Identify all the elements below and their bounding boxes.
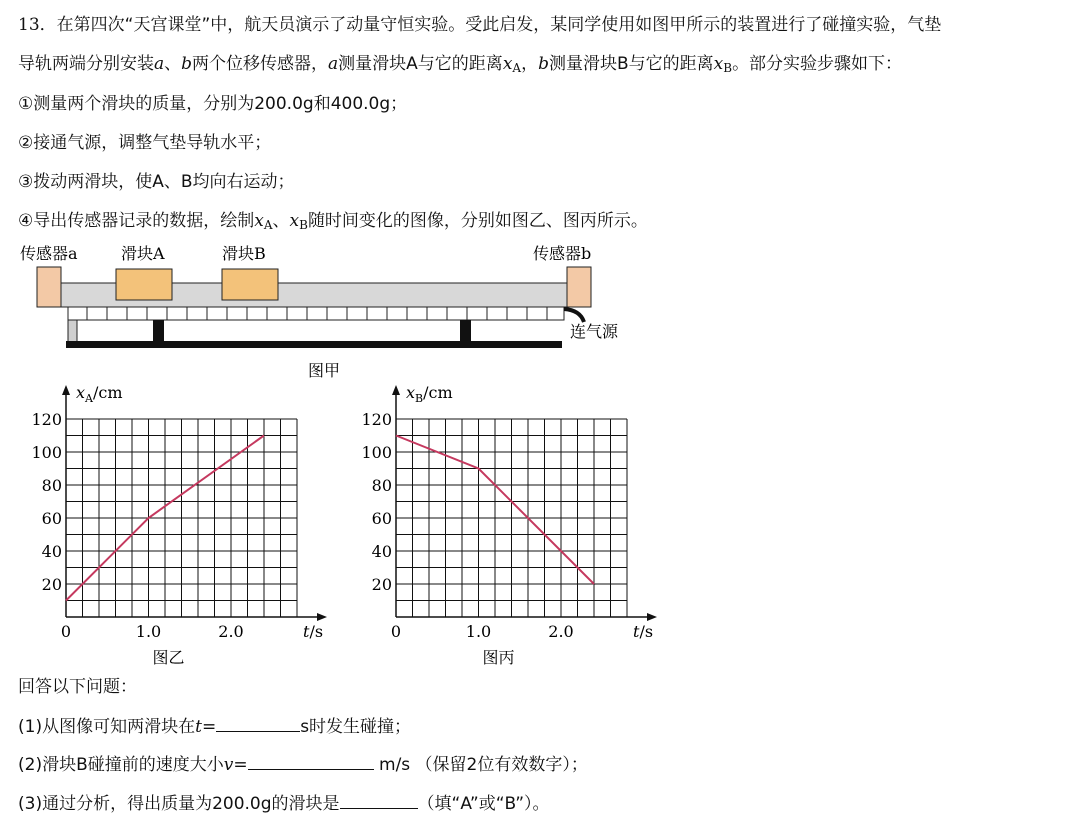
y-tick-label: 40 xyxy=(371,542,392,561)
x-tick-label: 1.0 xyxy=(465,622,492,641)
air-hose xyxy=(564,309,584,322)
apparatus-diagram xyxy=(0,238,660,383)
y-axis-label: $x_A/cm$ xyxy=(76,383,123,405)
intro-line-1 xyxy=(18,14,941,36)
x-axis-label: t/s xyxy=(303,622,324,641)
support-leg xyxy=(68,320,77,342)
step4-sub-b: B xyxy=(299,218,308,232)
question-2 xyxy=(18,753,588,776)
x-axis-arrow-icon xyxy=(317,613,327,621)
q2-equals: = xyxy=(233,755,248,775)
x-tick-label: 2.0 xyxy=(548,622,574,641)
step4-var-xb: x xyxy=(289,211,300,231)
question-number: 13． xyxy=(18,15,57,35)
y-tick-label: 120 xyxy=(31,410,62,429)
y-tick-label: 60 xyxy=(371,509,392,528)
figure-jia-caption: 图甲 xyxy=(308,361,341,380)
intro-line-2 xyxy=(18,53,902,79)
intro-text-2b: 两个位移传感器， xyxy=(192,54,329,74)
var-a: a xyxy=(154,54,165,74)
y-tick-label: 60 xyxy=(41,509,62,528)
x-axis-label: t/s xyxy=(633,622,654,641)
q3-text-b: （填“A”或“B”）。 xyxy=(417,794,550,814)
intro-text-2a: 导轨两端分别安装 xyxy=(18,54,154,74)
step4-text-b: 、 xyxy=(272,211,290,231)
var-b-2: b xyxy=(538,54,549,74)
q1-var-t: t xyxy=(195,717,202,737)
var-b: b xyxy=(181,54,193,74)
y-tick-label: 80 xyxy=(371,476,392,495)
graph-yi xyxy=(0,375,330,675)
question-1 xyxy=(18,715,411,738)
intro-text-2d: ， xyxy=(521,54,539,74)
stand-base xyxy=(66,341,562,348)
x-tick-label: 2.0 xyxy=(218,622,244,641)
sep: 、 xyxy=(164,54,182,74)
q2-text-c: m/s （保留2位有效数字）； xyxy=(373,755,588,775)
q2-var-v: v xyxy=(223,755,234,775)
step-2: ②接通气源，调整气垫导轨水平； xyxy=(18,133,272,153)
x-tick-label: 1.0 xyxy=(135,622,162,641)
q3-answer-blank[interactable] xyxy=(340,792,418,809)
chart-grid xyxy=(66,419,297,617)
step4-text-c: 随时间变化的图像，分别如图乙、图丙所示。 xyxy=(307,211,648,231)
y-tick-label: 100 xyxy=(31,443,62,462)
y-tick-label: 20 xyxy=(41,575,62,594)
var-xa: x xyxy=(502,54,513,74)
y-axis-arrow-icon xyxy=(392,385,400,395)
stand-post-right xyxy=(460,320,471,341)
slider-a-block xyxy=(116,269,172,300)
figure-caption: 图丙 xyxy=(482,648,515,667)
y-axis-label: $x_B/cm$ xyxy=(406,383,453,405)
q1-text-c: s时发生碰撞； xyxy=(300,717,412,737)
air-holes-strip xyxy=(68,307,564,320)
var-a-2: a xyxy=(328,54,339,74)
y-tick-label: 100 xyxy=(361,443,392,462)
question-3 xyxy=(18,792,550,815)
slider-a-label: 滑块A xyxy=(121,244,165,263)
figure-caption: 图乙 xyxy=(152,648,185,667)
step4-var-xa: x xyxy=(254,211,264,231)
intro-text-2e: 测量滑块B与它的距离 xyxy=(548,54,714,74)
y-tick-label: 80 xyxy=(41,476,62,495)
air-source-label: 连气源 xyxy=(570,322,619,341)
intro-text-2f: 。部分实验步骤如下： xyxy=(732,54,903,74)
sub-a: A xyxy=(512,61,522,75)
step-1: ①测量两个滑块的质量，分别为200.0g和400.0g； xyxy=(18,94,408,114)
sensor-b-label: 传感器b xyxy=(533,244,592,263)
y-axis-arrow-icon xyxy=(62,385,70,395)
stand-post-left xyxy=(153,320,164,341)
step-4 xyxy=(18,210,648,236)
graph-bing xyxy=(330,375,660,675)
y-tick-label: 40 xyxy=(41,542,62,561)
var-xb: x xyxy=(713,54,724,74)
sensor-a-box xyxy=(37,267,61,307)
slider-b-block xyxy=(222,269,278,300)
q1-equals: = xyxy=(201,717,217,737)
answers-heading: 回答以下问题： xyxy=(18,677,137,697)
x-tick-label: 0 xyxy=(60,622,72,641)
sensor-b-box xyxy=(567,267,591,307)
y-tick-label: 120 xyxy=(361,410,392,429)
intro-text-1: 在第四次“天宫课堂”中，航天员演示了动量守恒实验。受此启发，某同学使用如图甲所示的装置进行了碰撞实验，气垫 xyxy=(56,15,942,35)
sensor-a-label: 传感器a xyxy=(20,244,78,263)
q3-text-a: (3)通过分析，得出质量为200.0g的滑块是 xyxy=(18,794,340,814)
q2-answer-blank[interactable] xyxy=(248,753,374,770)
step-3: ③拨动两滑块，使A、B均向右运动； xyxy=(18,172,295,192)
q1-answer-blank[interactable] xyxy=(216,715,300,732)
step4-text-a: ④导出传感器记录的数据，绘制 xyxy=(18,211,255,231)
q1-text-a: (1)从图像可知两滑块在 xyxy=(18,717,196,737)
slider-b-label: 滑块B xyxy=(222,244,266,263)
x-axis-arrow-icon xyxy=(647,613,657,621)
q2-text-a: (2)滑块B碰撞前的速度大小 xyxy=(18,755,224,775)
y-tick-label: 20 xyxy=(371,575,392,594)
x-tick-label: 0 xyxy=(390,622,402,641)
intro-text-2c: 测量滑块A与它的距离 xyxy=(338,54,503,74)
sub-b: B xyxy=(723,61,733,75)
step4-sub-a: A xyxy=(263,218,273,232)
